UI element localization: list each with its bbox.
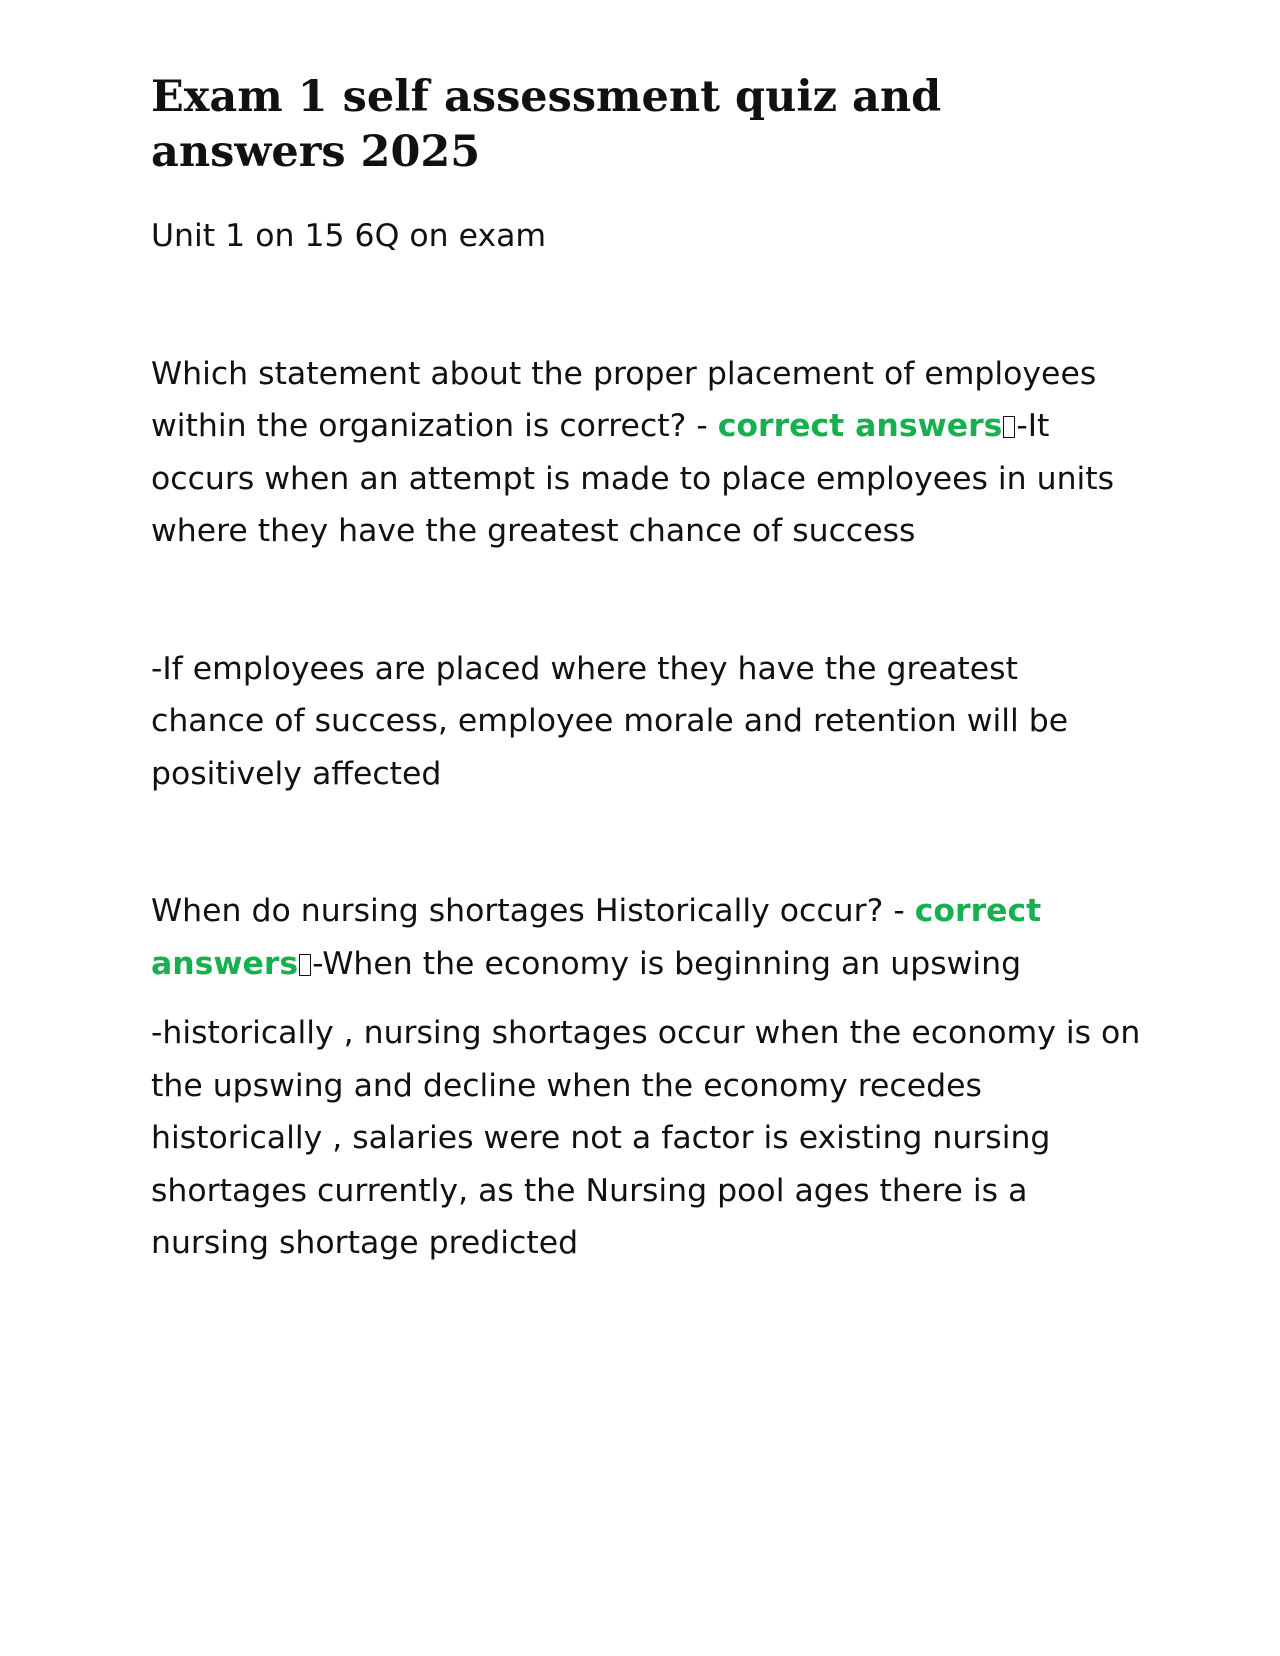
question-1-answer: -It occurs when an attempt is made to place employees in units where they have the greatest chance of success: [151, 408, 1115, 549]
question-2-text: When do nursing shortages Historically occur? -: [151, 893, 915, 929]
question-2-answer: -When the economy is beginning an upswing: [312, 945, 1022, 982]
question-1: [151, 348, 1141, 558]
document-title: Exam 1 self assessment quiz and answers 2025: [151, 72, 942, 177]
question-2-answer-label: correct answers: [151, 893, 1042, 982]
document-page: [151, 70, 1141, 1270]
question-2: [151, 885, 1141, 990]
document-subtitle: Unit 1 on 15 6Q on exam: [151, 218, 547, 254]
question-1-answer-label: correct answers: [717, 408, 1003, 444]
missing-glyph-icon: [299, 954, 311, 976]
question-2-explanation: -historically , nursing shortages occur when the economy is on the upswing and decline when the economy recedes historically , salaries were not a factor is existing nursing shortages currently, as the Nursing pool ages there is a nursing shortage predicted: [151, 1015, 1141, 1261]
missing-glyph-icon: [1003, 416, 1015, 438]
question-1-text: Which statement about the proper placement of employees within the organization is correct? -: [151, 355, 1097, 444]
question-1-explanation: -If employees are placed where they have the greatest chance of success, employee morale and retention will be positively affected: [151, 650, 1069, 792]
